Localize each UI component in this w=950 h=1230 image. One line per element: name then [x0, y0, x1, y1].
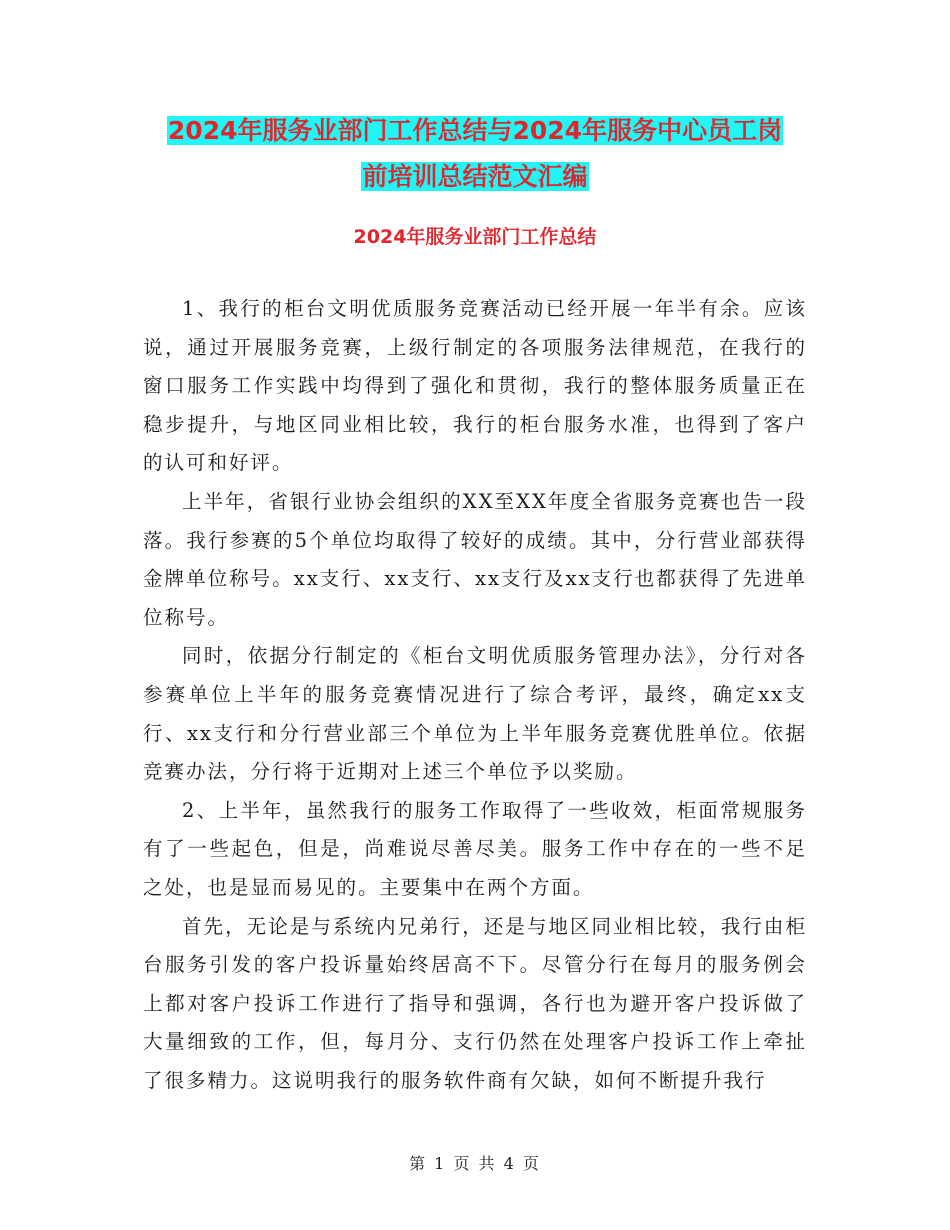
paragraph: 2、上半年，虽然我行的服务工作取得了一些收效，柜面常规服务有了一些起色，但是，尚难说尽善尽美。服务工作中存在的一些不足之处，也是显而易见的。主要集中在两个方面。: [143, 798, 807, 899]
title-line-2: 前培训总结范文汇编: [362, 162, 588, 191]
paragraph: 上半年，省银行业协会组织的XX至XX年度全省服务竞赛也告一段落。我行参赛的5个单位均取得了较好的成绩。其中，分行营业部获得金牌单位称号。xx支行、xx支行、xx支行及xx支行也都获得了先进单位称号。: [143, 489, 807, 629]
paragraph: 同时，依据分行制定的《柜台文明优质服务管理办法》，分行对各参赛单位上半年的服务竞赛情况进行了综合考评，最终，确定xx支行、xx支行和分行营业部三个单位为上半年服务竞赛优胜单位。依据竞赛办法，分行将于近期对上述三个单位予以奖励。: [143, 644, 807, 784]
title-line-1: 2024年服务业部门工作总结与2024年服务中心员工岗: [167, 116, 783, 145]
document-title: [150, 108, 800, 200]
page-number-footer: 第 1 页 共 4 页: [409, 1154, 541, 1173]
document-body: [143, 290, 807, 1100]
paragraph: 首先，无论是与系统内兄弟行，还是与地区同业相比较，我行由柜台服务引发的客户投诉量始终居高不下。尽管分行在每月的服务例会上都对客户投诉工作进行了指导和强调，各行也为避开客户投诉做了大量细致的工作，但，每月分、支行仍然在处理客户投诉工作上牵扯了很多精力。这说明我行的服务软件商有欠缺，如何不断提升我行: [143, 914, 807, 1092]
section-heading: 2024年服务业部门工作总结: [353, 226, 597, 248]
paragraph: 1、我行的柜台文明优质服务竞赛活动已经开展一年半有余。应该说，通过开展服务竞赛，上级行制定的各项服务法律规范，在我行的窗口服务工作实践中均得到了强化和贯彻，我行的整体服务质量正在稳步提升，与地区同业相比较，我行的柜台服务水准，也得到了客户的认可和好评。: [143, 297, 807, 475]
